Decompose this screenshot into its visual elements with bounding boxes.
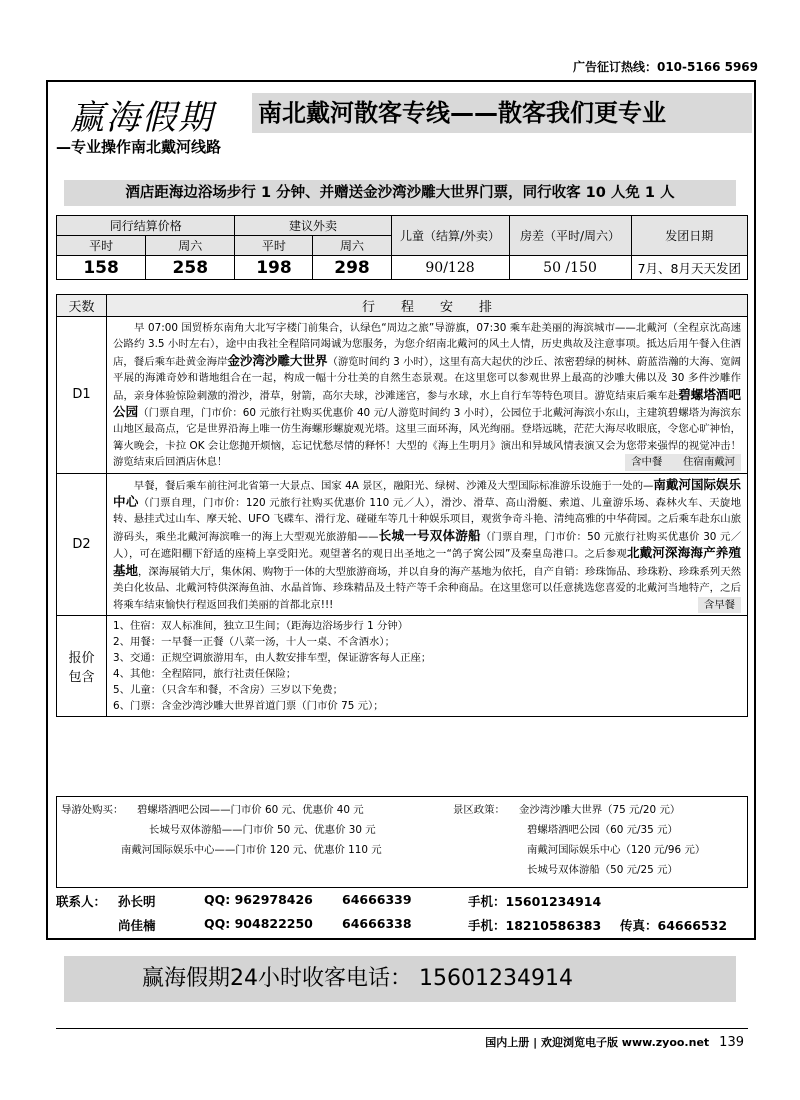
header-settle-price: 同行结算价格 bbox=[57, 216, 235, 236]
itinerary-table bbox=[56, 294, 748, 717]
contact-name-1: 孙长明 bbox=[118, 894, 156, 909]
included-item: 6、门票：含金沙湾沙雕大世界首道门票（门市价 75 元）； bbox=[113, 699, 384, 712]
day-1-text: 早 07:00 国贸桥东南角大北写字楼门前集合，认绿色“周边之旅”导游旗，07:30 乘车赴美丽的海滨城市——北戴河（全程京沈高速公路约 3.5 小时左右），途中由我社全程陪同竭诚为您服务，为您介绍南北戴河的风土人情，历史典故及注意事项。抵达后用午餐入住酒店，餐后乘车赴黄金海岸金沙湾沙雕大世界（游览时间约 3 小时），这里有高大起伏的沙丘、浓密碧绿的树林、蔚蓝浩瀚的大海、宽阔平展的海滩奇妙和谐地组合在一起，构成一幅十分壮美的自然生态景观。在这里您可以参观世界上最高的沙雕大佛以及 30 多件沙雕作品，亲身体验惊险刺激的滑沙，滑草，射箭，高尔夫球，沙滩迷宫，参与水球，水上自行车等特色项目。游览结束后乘车赴碧螺塔酒吧公园（门票自理，门市价：60 元旅行社购买优惠价 40 元/人游览时间约 3 小时），公园位于北戴河海滨小东山，主建筑碧螺塔为海滨东山地区最高点，它是世界沿海上唯一仿生海螺形螺旋观光塔。这里三面环海，风光绚丽。登塔远眺，茫茫大海尽收眼底，令您心旷神怡，篝火晚会，卡拉 OK 会让您抛开烦恼，忘记忧愁尽情的释怀！大型的《海上生明月》演出和异域风情表演又会为您带来强悍的视觉冲击！游览结束后回酒店休息！ 含中餐 住宿南戴河 bbox=[107, 317, 747, 473]
suggest-weekday-price: 198 bbox=[235, 256, 313, 280]
subtitle: —专业操作南北戴河线路 bbox=[56, 138, 222, 156]
contact-mobile-1: 手机：15601234914 bbox=[468, 894, 602, 909]
settle-saturday-price: 258 bbox=[146, 256, 235, 280]
policy-item-2: 碧螺塔酒吧公园（60 元/35 元） bbox=[527, 824, 678, 836]
highlight-sand-sculpture: 金沙湾沙雕大世界 bbox=[227, 352, 328, 368]
included-list bbox=[107, 615, 748, 716]
included-item: 3、交通：正规空调旅游用车，由人数安排车型，保证游客每人正座； bbox=[113, 651, 432, 664]
contact-fax: 传真：64666532 bbox=[620, 918, 728, 933]
child-price: 90/128 bbox=[391, 256, 509, 280]
included-item: 2、用餐：一早餐一正餐（八菜一汤，十人一桌、不含酒水）； bbox=[113, 635, 395, 648]
brand-logo: 赢海假期 bbox=[70, 98, 214, 138]
included-item: 1、住宿：双人标准间，独立卫生间；（距海边浴场步行 1 分钟） bbox=[113, 619, 409, 632]
departure-date: 7月、8月天天发团 bbox=[631, 256, 747, 280]
ad-hotline: 广告征订热线：010-5166 5969 bbox=[572, 60, 758, 74]
header-child-price: 儿童（结算/外卖） bbox=[391, 216, 509, 256]
header-room-diff: 房差（平时/周六） bbox=[509, 216, 631, 256]
policy-label: 景区政策： bbox=[453, 804, 505, 816]
contact-qq-2: QQ: 904822250 bbox=[204, 916, 313, 931]
header-departure-date: 发团日期 bbox=[631, 216, 747, 256]
header-suggest-price: 建议外卖 bbox=[235, 216, 391, 236]
header-weekday: 平时 bbox=[57, 236, 146, 256]
highlight-biluo-tower: 碧螺塔酒吧公园 bbox=[113, 386, 741, 420]
footer-text: 国内上册 | 欢迎浏览电子版 www.zyoo.net bbox=[485, 1036, 710, 1049]
day-2-schedule bbox=[107, 473, 748, 615]
policy-item-1: 金沙湾沙雕大世界（75 元/20 元） bbox=[519, 804, 681, 816]
day-1-label: D1 bbox=[57, 317, 107, 474]
highlight-seafood-base: 北戴河深海海产养殖基地 bbox=[113, 545, 741, 578]
policy-item-3: 南戴河国际娱乐中心（120 元/96 元） bbox=[527, 844, 706, 856]
day-2-label: D2 bbox=[57, 473, 107, 615]
contact-label: 联系人： bbox=[56, 894, 107, 909]
room-diff: 50 /150 bbox=[509, 256, 631, 280]
policy-item-4: 长城号双体游船（50 元/25 元） bbox=[527, 864, 678, 876]
settle-weekday-price: 158 bbox=[57, 256, 146, 280]
shopping-box bbox=[56, 796, 748, 888]
header-schedule: 行 程 安 排 bbox=[107, 295, 748, 317]
highlight-great-wall-boat: 长城一号双体游船 bbox=[378, 527, 481, 543]
header-saturday: 周六 bbox=[146, 236, 235, 256]
price-table bbox=[56, 215, 748, 280]
day-1-schedule bbox=[107, 317, 748, 474]
hotline-banner: 赢海假期24小时收客电话： 15601234914 bbox=[64, 956, 736, 1002]
header-weekday: 平时 bbox=[235, 236, 313, 256]
day-2-text: 早餐，餐后乘车前往河北省第一大景点、国家 4A 景区，融阳光、绿树、沙滩及大型国际标准游乐设施于一处的—南戴河国际娱乐中心（门票自理，门市价：120 元旅行社购买优惠价 110 元／人），滑沙、滑草、高山滑艇、索道、儿童游乐场、森林火车、天旋地转、悬挂式过山车、摩天轮、UFO 飞碟车、滑行龙、碰碰车等几十种娱乐项目，观赏争奇斗艳、清纯高雅的中华荷园。之后乘车赴东山旅游码头，乘坐北戴河海滨唯一的海上大型观光旅游船——长城一号双体游船（门票自理，门市价：50 元旅行社购买优惠价 30 元／人），可在遮阳棚下舒适的座椅上享受阳光。观望著名的观日出圣地之一“鸽子窝公园”及秦皇岛港口。之后参观北戴河深海海产养殖基地，深海展销大厅，集休闲、购物于一体的大型旅游商场，并以自身的海产基地为依托，自产自销：珍珠饰品、珍珠粉、珍珠系列天然美白化妆品、北戴河特供深海鱼油、水晶首饰、珍珠精品及土特产等千余种商品。在这里您可以任意挑选您喜爱的北戴河当地特产，之后将乘车结束愉快行程返回我们美丽的首都北京!!! 含早餐 bbox=[107, 474, 747, 615]
page-number: 139 bbox=[719, 1035, 744, 1050]
header-days: 天数 bbox=[57, 295, 107, 317]
day-1-meal-tag: 含中餐 住宿南戴河 bbox=[625, 454, 741, 470]
included-label-1: 报价 bbox=[68, 650, 95, 666]
contact-tel-2: 64666338 bbox=[342, 916, 412, 931]
guide-purchase-label: 导游处购买： bbox=[61, 804, 124, 816]
page-footer bbox=[485, 1034, 744, 1050]
day-2-meal-tag: 含早餐 bbox=[698, 597, 741, 613]
contact-tel-1: 64666339 bbox=[342, 892, 412, 907]
included-item: 5、儿童：（只含车和餐，不含房）三岁以下免费； bbox=[113, 683, 344, 696]
guide-item-2: 长城号双体游船——门市价 50 元、优惠价 30 元 bbox=[149, 824, 376, 836]
suggest-saturday-price: 298 bbox=[313, 256, 391, 280]
guide-item-1: 碧螺塔酒吧公园——门市价 60 元、优惠价 40 元 bbox=[137, 804, 364, 816]
promo-banner: 酒店距海边浴场步行 1 分钟、并赠送金沙湾沙雕大世界门票，同行收客 10 人免 1 人 bbox=[64, 180, 736, 206]
footer-divider bbox=[56, 1028, 748, 1029]
headline-banner: 南北戴河散客专线——散客我们更专业 bbox=[252, 93, 752, 133]
guide-item-3: 南戴河国际娱乐中心——门市价 120 元、优惠价 110 元 bbox=[121, 844, 382, 856]
included-item: 4、其他：全程陪同，旅行社责任保险； bbox=[113, 667, 297, 680]
contact-qq-1: QQ: 962978426 bbox=[204, 892, 313, 907]
contact-name-2: 尚佳楠 bbox=[118, 918, 156, 933]
contact-mobile-2: 手机：18210586383 bbox=[468, 918, 602, 933]
header-saturday: 周六 bbox=[313, 236, 391, 256]
included-label-2: 包含 bbox=[68, 669, 95, 685]
highlight-entertainment-center: 南戴河国际娱乐中心 bbox=[113, 476, 741, 510]
included-label bbox=[57, 615, 107, 716]
